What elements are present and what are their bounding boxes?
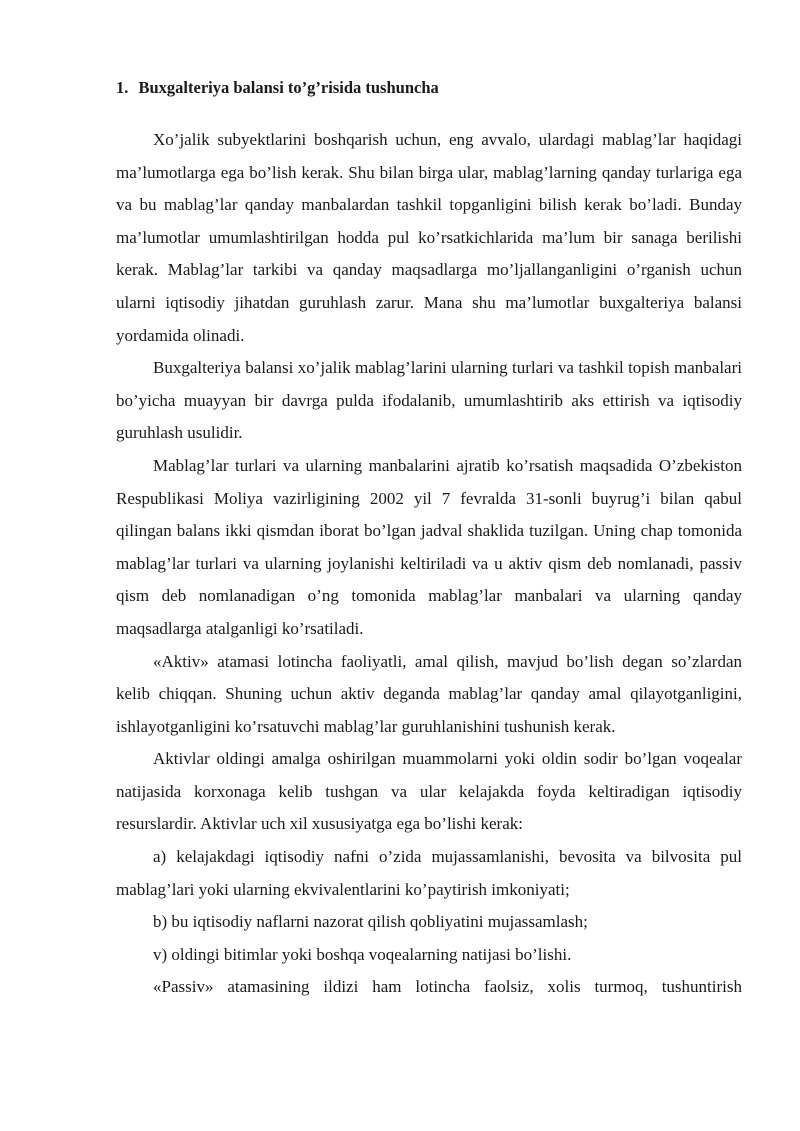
paragraph-property-v: v) oldingi bitimlar yoki boshqa voqealarning natijasi bo’lishi. bbox=[153, 944, 572, 964]
section-title: Buxgalteriya balansi to’g’risida tushuncha bbox=[138, 78, 439, 97]
paragraph-definition: Buxgalteriya balansi xo’jalik mablag’larini ularning turlari va tashkil topish manbalari bo’yicha muayyan bir davrga pulda ifodalanib, umumlashtirib aks ettirish va iqtisodiy guruhlash usulidir. bbox=[116, 358, 742, 443]
paragraph-aktiv-term: «Aktiv» atamasi lotincha faoliyatli, amal qilish, mavjud bo’lish degan so’zlardan kelib chiqqan. Shuning uchun aktiv deganda mablag’lar qanday amal qilayotganligini, ishlayotganligini ko’rsatuvchi mablag’lar guruhlanishini tushunish kerak. bbox=[116, 651, 742, 736]
section-number: 1. bbox=[116, 78, 129, 97]
paragraph-passiv-term: «Passiv» atamasining ildizi ham lotincha faolsiz, xolis turmoq, tushuntirish bbox=[153, 977, 742, 997]
paragraph-aktiv-resources: Aktivlar oldingi amalga oshirilgan muammolarni yoki oldin sodir bo’lgan voqealar natijasida korxonaga kelib tushgan va ular kelajakda foyda keltiradigan iqtisodiy resurslardir. Aktivlar uch xil xususiyatga ega bo’lishi kerak: bbox=[116, 749, 742, 834]
paragraph-intro: Xo’jalik subyektlarini boshqarish uchun, eng avvalo, ulardagi mablag’lar haqidagi ma’lumotlarga ega bo’lish kerak. Shu bilan birga ular, mablag’larning qanday turlariga ega va bu mablag’lar qanday manbalardan tashkil topganligini bilish kerak bo’ladi. Bunday ma’lumotlar umumlashtirilgan hodda pul ko’rsatkichlarida ma’lum bir sanaga berilishi kerak. Mablag’lar tarkibi va qanday maqsadlarga mo’ljallanganligini o’rganish uchun ularni iqtisodiy jihatdan guruhlash zarur. Mana shu ma’lumotlar buxgalteriya balansi yordamida olinadi. bbox=[116, 130, 742, 345]
paragraph-property-b: b) bu iqtisodiy naflarni nazorat qilish qobliyatini mujassamlash; bbox=[153, 912, 588, 932]
section-heading bbox=[116, 74, 742, 102]
document-page bbox=[116, 74, 742, 1004]
paragraph-balance-structure: Mablag’lar turlari va ularning manbalarini ajratib ko’rsatish maqsadida O’zbekiston Respublikasi Moliya vazirligining 2002 yil 7 fevralda 31-sonli buyrug’i bilan qabul qilingan balans ikki qismdan iborat bo’lgan jadval shaklida tuzilgan. Uning chap tomonida mablag’lar turlari va ularning joylanishi keltiriladi va u aktiv qism deb nomlanadi, passiv qism deb nomlanadigan o’ng tomonida mablag’lar manbalari va ularning qanday maqsadlarga atalganligi ko’rsatiladi. bbox=[116, 455, 742, 638]
paragraph-property-a: a) kelajakdagi iqtisodiy nafni o’zida mujassamlanishi, bevosita va bilvosita pul mablag’lari yoki ularning ekvivalentlarini ko’paytirish imkoniyati; bbox=[116, 847, 742, 899]
